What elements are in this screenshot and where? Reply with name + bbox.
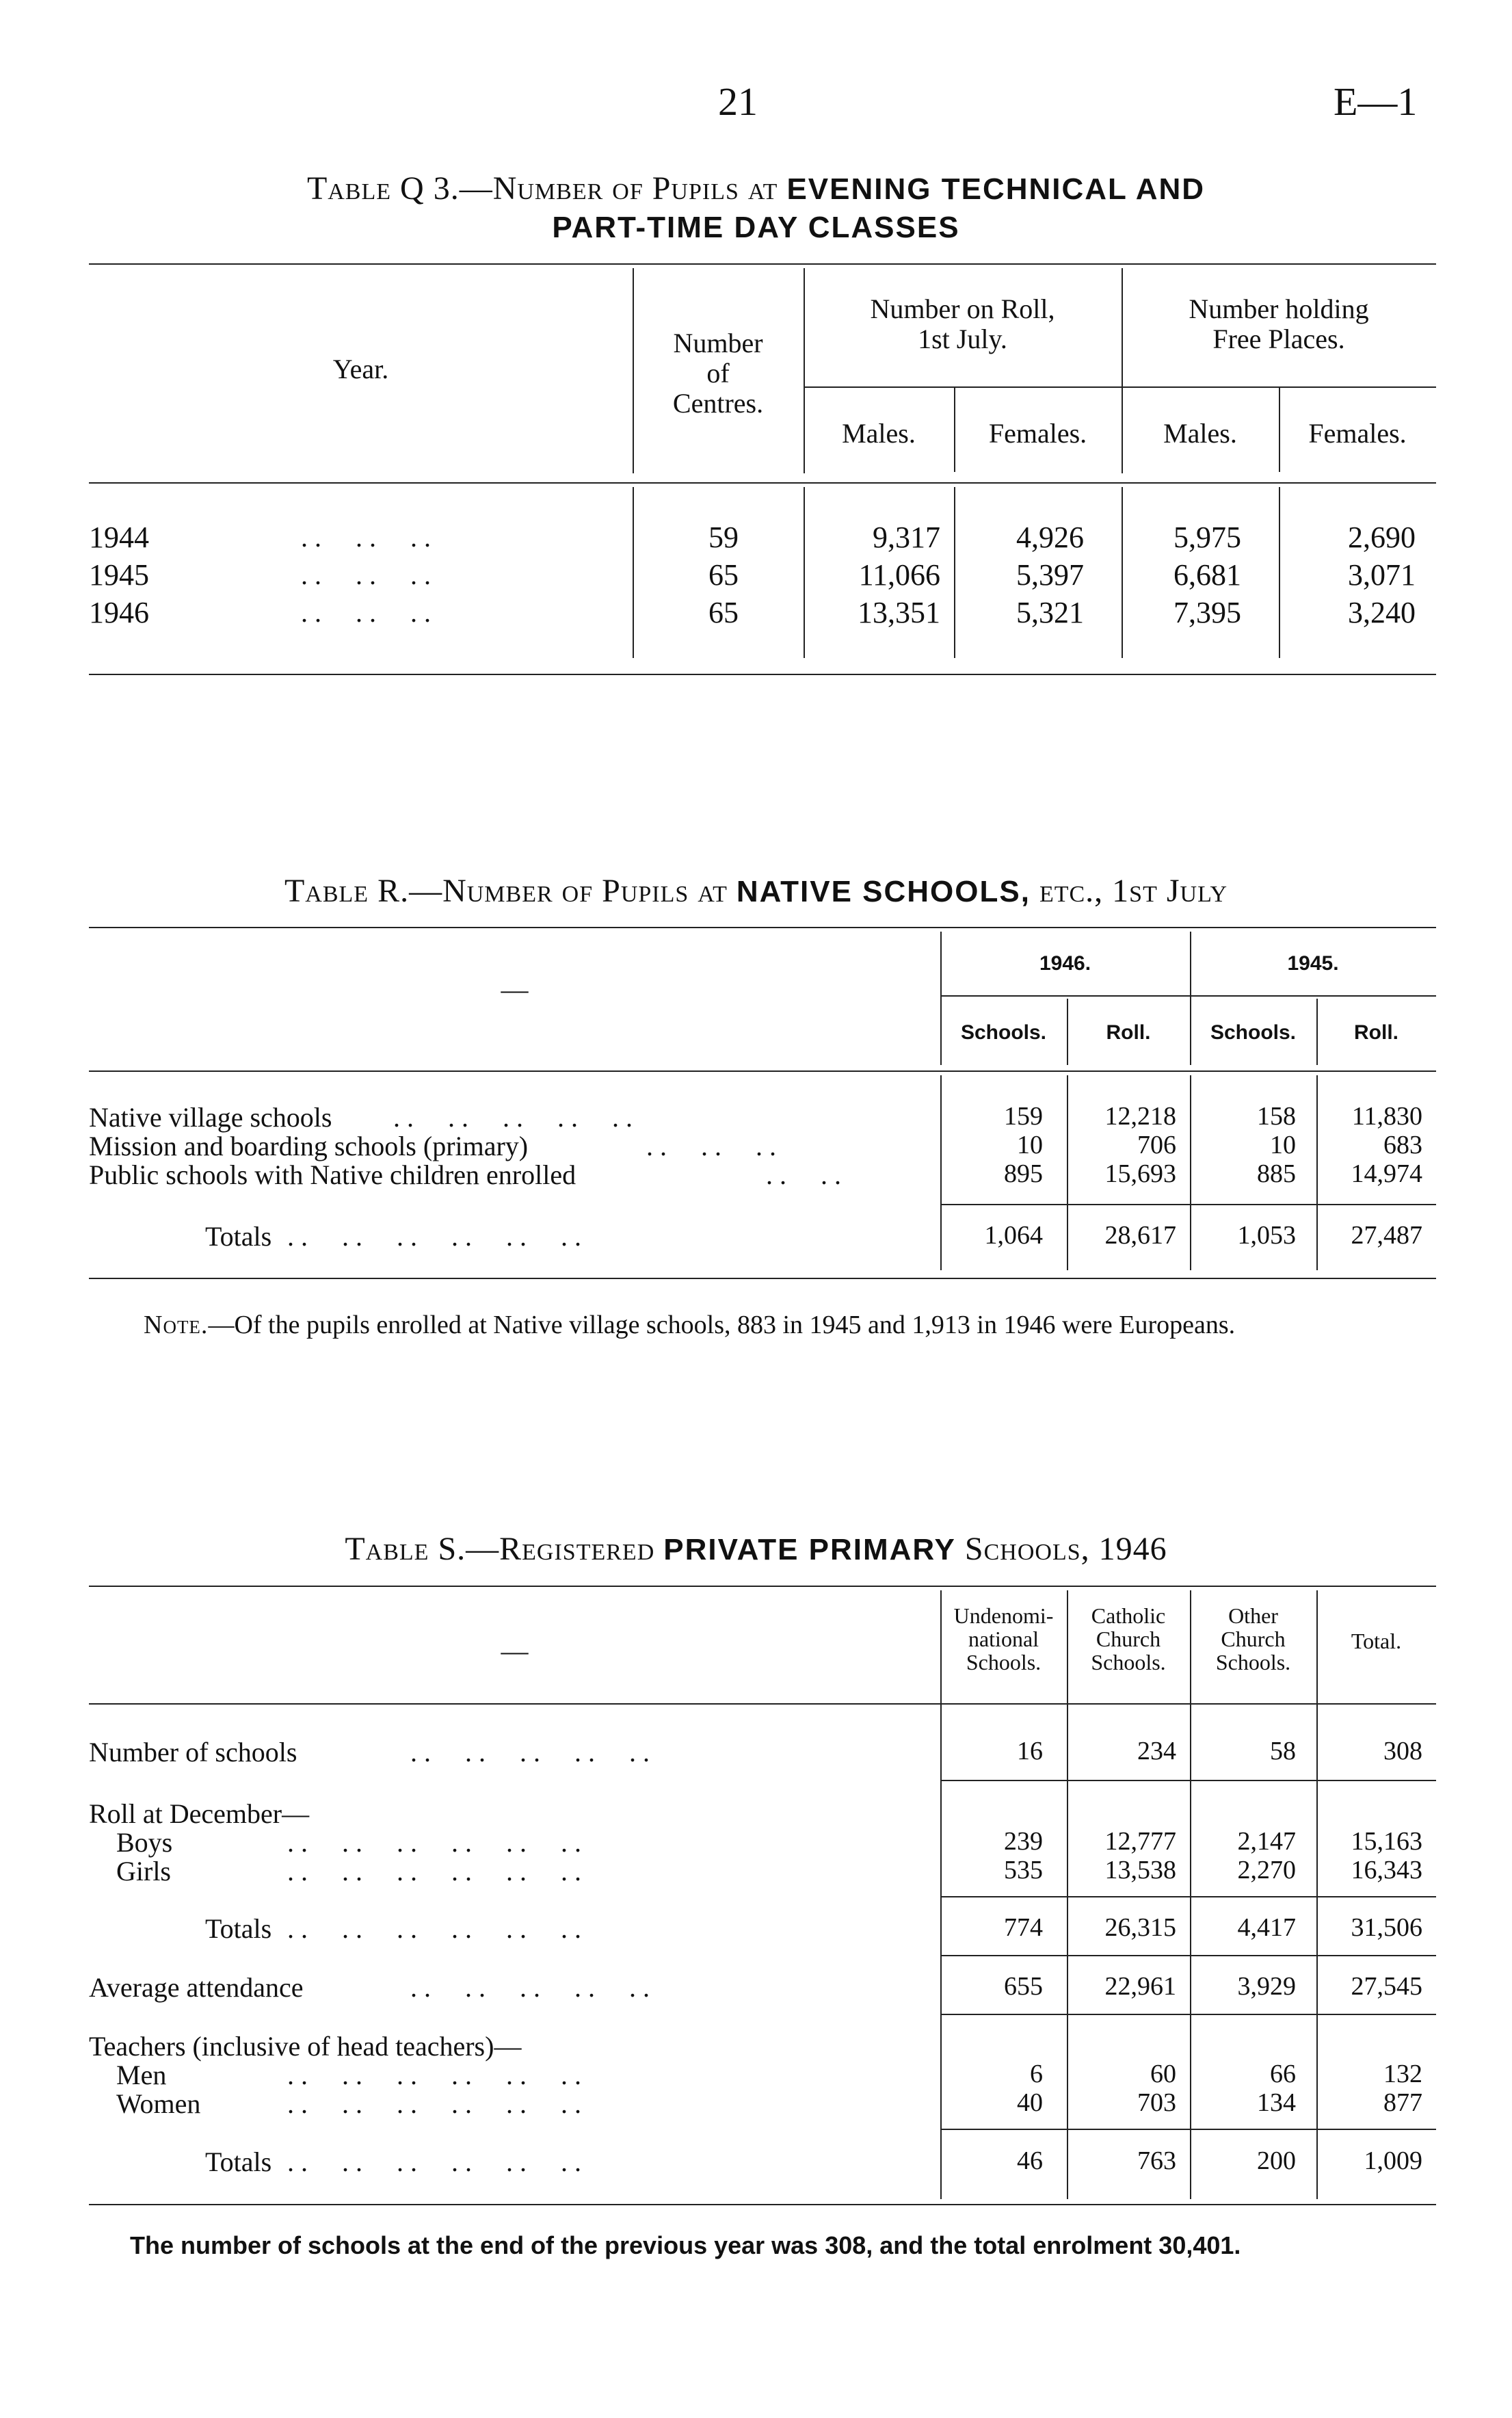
row-catholic: 12,777 [1104, 1827, 1176, 1856]
table-q3-vline [1122, 487, 1123, 658]
row-total: 31,506 [1351, 1913, 1422, 1942]
table-r-col-1945: 1945. [1287, 952, 1339, 975]
table-r-note-text: —Of the pupils enrolled at Native village schools, 883 in 1945 and 1,913 in 1946 were Europeans. [208, 1311, 1236, 1339]
row-label: Men [116, 2060, 167, 2090]
table-s-col-line: Schools. [1091, 1650, 1166, 1674]
table-q3-col-year: Year. [332, 354, 389, 384]
row-free-males: 5,975 [1173, 521, 1241, 554]
table-s-col-line: Undenomi- [953, 1603, 1054, 1628]
row-label: Native village schools [89, 1102, 332, 1133]
row-other: 3,929 [1237, 1972, 1296, 2001]
row-label: Public schools with Native children enrolled [89, 1159, 576, 1190]
table-s-row-rule [940, 2014, 1436, 2015]
row-label: Mission and boarding schools (primary) [89, 1131, 529, 1161]
table-s-col-other [1190, 1604, 1316, 1674]
table-s-col-line: Catholic [1091, 1603, 1166, 1628]
row-label: Women [116, 2088, 201, 2119]
row-year: 1946 [89, 596, 149, 629]
row-year: 1944 [89, 521, 149, 554]
table-s-title-suffix: Schools, 1946 [955, 1531, 1167, 1567]
row-label: Girls [116, 1856, 171, 1887]
row-schools-1945: 885 [1257, 1159, 1296, 1188]
table-s-col-line: Church [1221, 1627, 1286, 1651]
row-roll-1945: 14,974 [1351, 1159, 1422, 1188]
row-roll-1946: 706 [1137, 1131, 1176, 1159]
table-s-vline [1190, 1590, 1191, 2199]
row-other: 2,147 [1237, 1827, 1296, 1856]
table-r-col-1946: 1946. [1039, 952, 1091, 975]
row-roll-females: 4,926 [1016, 521, 1084, 554]
table-r-title [0, 872, 1512, 911]
row-total: 27,545 [1351, 1972, 1422, 2001]
row-undenominational: 16 [1017, 1737, 1043, 1765]
row-other: 134 [1257, 2088, 1296, 2117]
row-free-males: 6,681 [1173, 558, 1241, 592]
table-s-vline [940, 1590, 942, 2199]
table-r-stub: — [501, 974, 529, 1005]
row-leader-dots: . . . . . . . . . . . . [287, 1913, 581, 1944]
row-schools-1946: 159 [1004, 1102, 1043, 1131]
table-q3-col-roll-males: Males. [842, 418, 916, 449]
row-roll-males: 9,317 [873, 521, 940, 554]
row-roll-1945: 683 [1383, 1131, 1422, 1159]
table-q3-vline [954, 487, 955, 658]
table-q3-title-bold-1: EVENING TECHNICAL AND [786, 172, 1206, 206]
row-catholic: 763 [1137, 2146, 1176, 2175]
row-total: 16,343 [1351, 1856, 1422, 1884]
row-leader-dots: . . . . . . . . . . . . [287, 1221, 581, 1252]
table-r-col-schools-1946: Schools. [960, 1021, 1047, 1044]
row-roll-1945: 27,487 [1351, 1221, 1422, 1250]
table-q3-col-centres-line: of [706, 358, 730, 389]
row-label: Average attendance [89, 1972, 304, 2003]
table-s-col-line: Other [1228, 1603, 1278, 1628]
table-q3-title-line2 [0, 208, 1512, 247]
totals-label: Totals [205, 1221, 272, 1252]
table-q3-col-roll [804, 294, 1122, 354]
row-centres: 65 [708, 596, 739, 629]
row-undenominational: 46 [1017, 2146, 1043, 2175]
table-s-row-rule [940, 1955, 1436, 1956]
table-r-title-suffix: etc., 1st July [1030, 873, 1228, 909]
table-s-title-bold: PRIVATE PRIMARY [663, 1533, 956, 1566]
table-q3-col-centres-line: Centres. [672, 388, 764, 419]
row-other: 2,270 [1237, 1856, 1296, 1884]
row-undenominational: 535 [1004, 1856, 1043, 1884]
row-label: Number of schools [89, 1737, 297, 1767]
table-s-row-rule [940, 1896, 1436, 1897]
table-q3-col-roll-line: Number on Roll, [870, 293, 1055, 324]
table-s-col-line: Schools. [1215, 1650, 1291, 1674]
row-leader-dots: . . . . . . . . . . . . [287, 2088, 581, 2119]
table-s-col-line: Church [1096, 1627, 1161, 1651]
row-total: 877 [1383, 2088, 1422, 2117]
row-catholic: 22,961 [1104, 1972, 1176, 2001]
table-q3-col-free [1122, 294, 1436, 354]
row-total: 132 [1383, 2060, 1422, 2088]
table-q3-col-centres-line: Number [673, 328, 763, 358]
row-label: Boys [116, 1827, 173, 1858]
row-centres: 65 [708, 558, 739, 592]
table-s-vline [1316, 1590, 1318, 2199]
table-q3-vline [1279, 487, 1280, 658]
row-catholic: 13,538 [1104, 1856, 1176, 1884]
row-other: 66 [1270, 2060, 1296, 2088]
row-roll-1946: 12,218 [1104, 1102, 1176, 1131]
row-free-males: 7,395 [1173, 596, 1241, 629]
row-free-females: 3,071 [1348, 558, 1416, 592]
row-catholic: 60 [1150, 2060, 1176, 2088]
row-schools-1945: 158 [1257, 1102, 1296, 1131]
table-q3-col-centres [633, 328, 804, 419]
row-undenominational: 6 [1030, 2060, 1043, 2088]
totals-label: Totals [205, 1913, 272, 1944]
table-q3-col-free-line: Free Places. [1212, 324, 1345, 354]
row-schools-1945: 10 [1270, 1131, 1296, 1159]
table-q3-title-bold-2: PART-TIME DAY CLASSES [552, 211, 960, 244]
row-roll-males: 13,351 [858, 596, 940, 629]
document-code: E—1 [1334, 79, 1418, 124]
row-undenominational: 239 [1004, 1827, 1043, 1856]
table-q3-title [0, 170, 1512, 209]
row-centres: 59 [708, 521, 739, 554]
row-leader-dots: . . . . . . . . . . [410, 1737, 650, 1767]
row-total: 15,163 [1351, 1827, 1422, 1856]
row-schools-1946: 1,064 [984, 1221, 1043, 1250]
table-r-subhead-rule [940, 995, 1436, 997]
row-total: 1,009 [1364, 2146, 1422, 2175]
row-leader-dots: . . . . . . . . . . [410, 1972, 650, 2003]
row-catholic: 234 [1137, 1737, 1176, 1765]
table-s-title-prefix: Table S.—Registered [345, 1531, 664, 1567]
table-r-col-roll-1945: Roll. [1354, 1021, 1398, 1044]
table-s-vline [1067, 1590, 1068, 2199]
table-q3-col-free-line: Number holding [1189, 293, 1369, 324]
table-r-title-prefix: Table R.—Number of Pupils at [284, 873, 737, 909]
table-r-note [144, 1310, 1235, 1340]
table-s-col-total: Total. [1351, 1629, 1402, 1653]
table-r-bottom-rule [89, 1278, 1436, 1279]
table-q3-header-rule [89, 482, 1436, 484]
table-s-row-rule [940, 1780, 1436, 1781]
table-s-col-line: Schools. [966, 1650, 1042, 1674]
row-undenominational: 774 [1004, 1913, 1043, 1942]
row-total: 308 [1383, 1737, 1422, 1765]
teachers-heading: Teachers (inclusive of head teachers)— [89, 2031, 522, 2062]
row-other: 58 [1270, 1737, 1296, 1765]
row-catholic: 703 [1137, 2088, 1176, 2117]
table-r-title-bold: NATIVE SCHOOLS, [736, 875, 1031, 908]
row-free-females: 3,240 [1348, 596, 1416, 629]
table-r-vline [1316, 1075, 1318, 1270]
table-s-col-undenominational [940, 1604, 1067, 1674]
row-schools-1946: 10 [1017, 1131, 1043, 1159]
row-roll-females: 5,397 [1016, 558, 1084, 592]
row-leader-dots: . . . . [766, 1159, 841, 1190]
table-q3-vline [633, 487, 634, 658]
table-q3-col-free-females: Females. [1308, 418, 1407, 449]
table-r-col-schools-1945: Schools. [1210, 1021, 1297, 1044]
table-s-bottom-rule [89, 2204, 1436, 2205]
row-schools-1946: 895 [1004, 1159, 1043, 1188]
row-leader-dots: . . . . . . . . . . . . [287, 1856, 581, 1887]
table-s-stub: — [501, 1635, 529, 1666]
row-schools-1945: 1,053 [1237, 1221, 1296, 1250]
table-q3-col-free-males: Males. [1163, 418, 1237, 449]
table-q3-subhead-rule [804, 386, 1436, 388]
table-r-totals-rule [940, 1204, 1436, 1205]
table-q3-col-roll-line: 1st July. [918, 324, 1007, 354]
table-r-vline [1067, 1075, 1068, 1270]
row-leader-dots: . . . . . . . . . . . . [287, 2146, 581, 2177]
row-catholic: 26,315 [1104, 1913, 1176, 1942]
totals-label: Totals [205, 2146, 272, 2177]
row-year: 1945 [89, 558, 149, 592]
table-r-note-label: Note. [144, 1311, 209, 1339]
row-roll-1946: 28,617 [1104, 1221, 1176, 1250]
table-q3-col-roll-females: Females. [988, 418, 1087, 449]
row-free-females: 2,690 [1348, 521, 1416, 554]
row-roll-females: 5,321 [1016, 596, 1084, 629]
row-roll-1945: 11,830 [1351, 1102, 1422, 1131]
table-s-col-catholic [1067, 1604, 1190, 1674]
row-leader-dots: . . . . . . . . . . . . [287, 1827, 581, 1858]
table-q3-vline [804, 487, 805, 658]
row-leader-dots: . . . . . . . . . . . . [287, 2060, 581, 2090]
table-s-header-rule [89, 1703, 1436, 1705]
row-undenominational: 40 [1017, 2088, 1043, 2117]
table-r-col-roll-1946: Roll. [1106, 1021, 1151, 1044]
row-other: 200 [1257, 2146, 1296, 2175]
page-number: 21 [718, 79, 758, 124]
row-leader-dots: . . . . . . [646, 1131, 776, 1161]
table-s-footnote: The number of schools at the end of the previous year was 308, and the total enrolment 30,401. [130, 2231, 1241, 2259]
table-q3-top-rule [89, 263, 1436, 265]
row-leader-dots: . . . . . . . . . . [393, 1102, 633, 1133]
row-leader-dots: . . . . . . [301, 522, 431, 553]
roll-heading: Roll at December— [89, 1798, 310, 1829]
table-q3-bottom-rule [89, 674, 1436, 675]
row-leader-dots: . . . . . . [301, 560, 431, 590]
table-r-top-rule [89, 927, 1436, 928]
table-s-title [0, 1530, 1512, 1569]
table-s-col-line: national [968, 1627, 1039, 1651]
row-roll-males: 11,066 [858, 558, 940, 592]
row-roll-1946: 15,693 [1104, 1159, 1176, 1188]
table-s-top-rule [89, 1586, 1436, 1587]
table-r-vline [1190, 1075, 1191, 1270]
table-s-row-rule [940, 2129, 1436, 2130]
table-r-vline [940, 1075, 942, 1270]
row-undenominational: 655 [1004, 1972, 1043, 2001]
table-r-header-rule [89, 1070, 1436, 1072]
table-q3-title-prefix: Table Q 3.—Number of Pupils at [306, 170, 787, 207]
row-leader-dots: . . . . . . [301, 597, 431, 628]
row-other: 4,417 [1237, 1913, 1296, 1942]
